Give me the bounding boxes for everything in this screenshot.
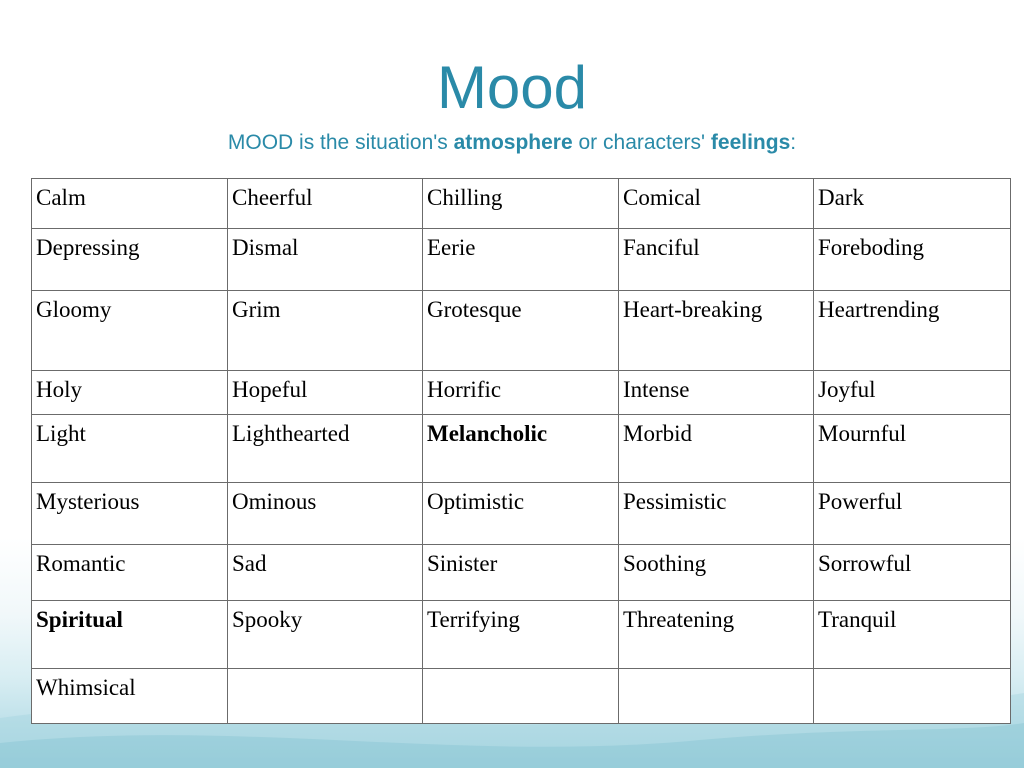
- table-cell: Sad: [228, 545, 423, 601]
- table-cell: Calm: [32, 179, 228, 229]
- table-cell: Optimistic: [423, 483, 619, 545]
- table-cell: Heartrending: [814, 291, 1011, 371]
- table-row: [32, 179, 1011, 229]
- table-cell: Gloomy: [32, 291, 228, 371]
- table-cell: Sinister: [423, 545, 619, 601]
- table-cell: [423, 669, 619, 724]
- table-cell: Sorrowful: [814, 545, 1011, 601]
- table-cell: Comical: [619, 179, 814, 229]
- table-cell: Dismal: [228, 229, 423, 291]
- table-cell: Foreboding: [814, 229, 1011, 291]
- table-cell-bold: Melancholic: [423, 415, 619, 483]
- table-cell: Eerie: [423, 229, 619, 291]
- slide-title: Mood: [436, 54, 588, 121]
- table-row: [32, 371, 1011, 415]
- table-cell: Mysterious: [32, 483, 228, 545]
- subtitle-emphasis-feelings: feelings: [710, 131, 791, 154]
- table-cell: Fanciful: [619, 229, 814, 291]
- table-cell: Terrifying: [423, 601, 619, 669]
- table-cell: [228, 669, 423, 724]
- table-cell: Grim: [228, 291, 423, 371]
- table-cell: Lighthearted: [228, 415, 423, 483]
- subtitle-text-1: MOOD is the situation's: [227, 131, 454, 154]
- table-cell: Heart-breaking: [619, 291, 814, 371]
- table-cell-bold: Spiritual: [32, 601, 228, 669]
- table-cell: Threatening: [619, 601, 814, 669]
- table-cell: Romantic: [32, 545, 228, 601]
- table-cell: Cheerful: [228, 179, 423, 229]
- table-cell: Whimsical: [32, 669, 228, 724]
- table-cell: Mournful: [814, 415, 1011, 483]
- subtitle-emphasis-atmosphere: atmosphere: [453, 131, 573, 154]
- table-row: [32, 291, 1011, 371]
- table-cell: Pessimistic: [619, 483, 814, 545]
- table-cell: Spooky: [228, 601, 423, 669]
- table-cell: Holy: [32, 371, 228, 415]
- table-row: [32, 601, 1011, 669]
- table-cell: Horrific: [423, 371, 619, 415]
- table-cell: Depressing: [32, 229, 228, 291]
- table-cell: Morbid: [619, 415, 814, 483]
- table-cell: Tranquil: [814, 601, 1011, 669]
- table-cell: Powerful: [814, 483, 1011, 545]
- mood-words-table: [31, 178, 1011, 724]
- table-row: [32, 229, 1011, 291]
- table-cell: Grotesque: [423, 291, 619, 371]
- table-cell: Dark: [814, 179, 1011, 229]
- table-cell: [619, 669, 814, 724]
- table-cell: Hopeful: [228, 371, 423, 415]
- table-row: [32, 415, 1011, 483]
- table-cell: Intense: [619, 371, 814, 415]
- table-cell: Light: [32, 415, 228, 483]
- slide-subtitle: [0, 128, 1024, 158]
- table-cell: Joyful: [814, 371, 1011, 415]
- table-row: [32, 483, 1011, 545]
- table-row: [32, 669, 1011, 724]
- table-cell: Soothing: [619, 545, 814, 601]
- table-cell: Chilling: [423, 179, 619, 229]
- subtitle-text-2: or characters': [572, 131, 711, 154]
- table-cell: Ominous: [228, 483, 423, 545]
- table-row: [32, 545, 1011, 601]
- table-cell: [814, 669, 1011, 724]
- subtitle-text-3: :: [790, 131, 797, 154]
